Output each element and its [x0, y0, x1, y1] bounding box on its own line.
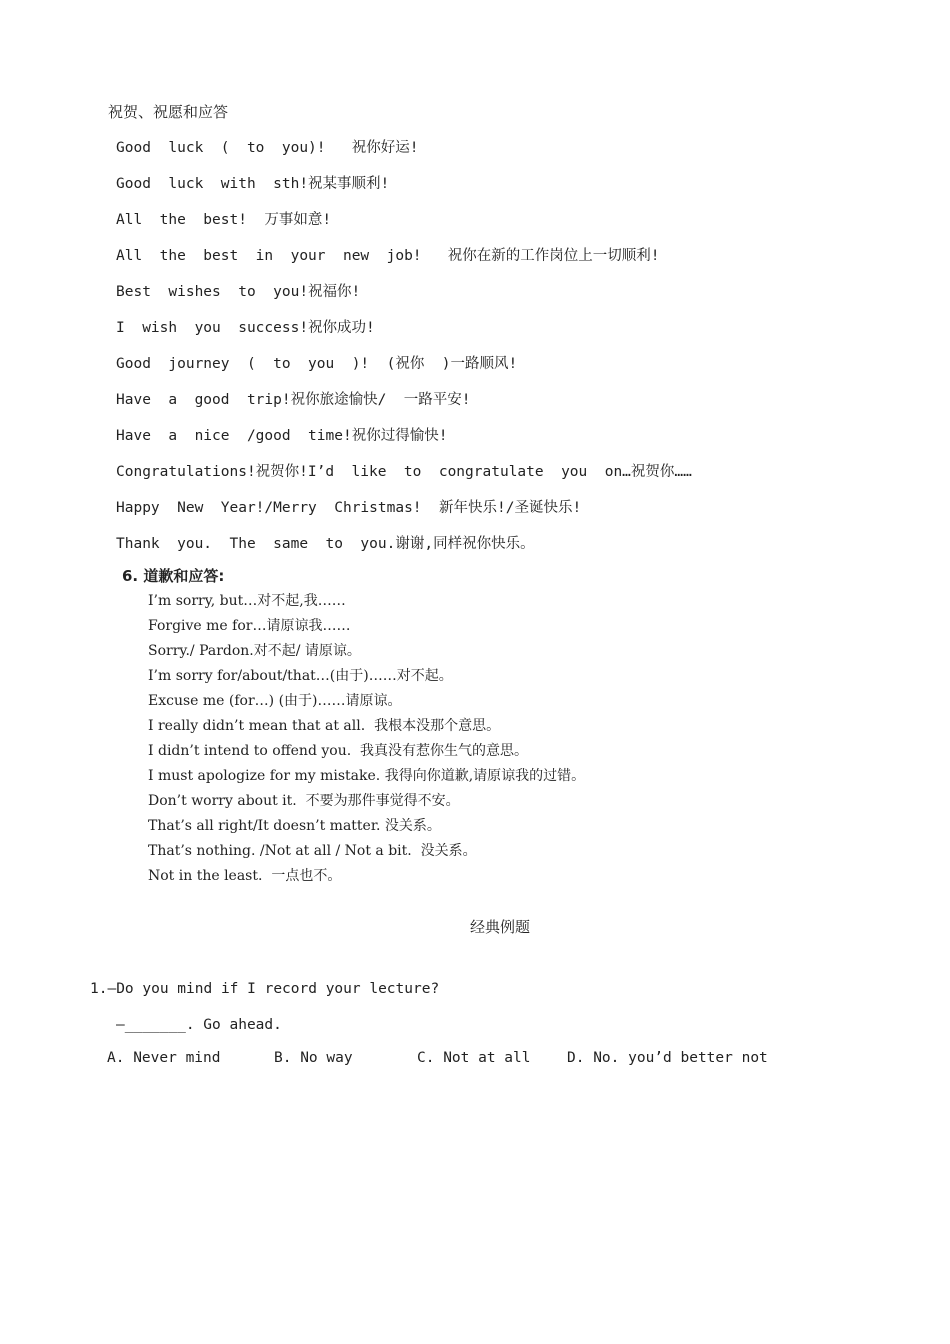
option-a: A. Never mind	[107, 1050, 221, 1066]
wish-line: Best wishes to you!祝福你!	[116, 284, 361, 300]
section-title-apology: 6. 道歉和应答:	[122, 567, 225, 585]
option-c: C. Not at all	[417, 1050, 531, 1066]
answer-options	[107, 1050, 768, 1146]
wish-line: All the best in your new job! 祝你在新的工作岗位上一切顺利!	[116, 248, 660, 264]
wish-line: Thank you. The same to you.谢谢,同样祝你快乐。	[116, 536, 535, 552]
apology-line: That’s nothing. /Not at all / Not a bit. 没关系。	[148, 843, 477, 859]
wish-line: Have a nice /good time!祝你过得愉快!	[116, 428, 448, 444]
apology-line: Sorry./ Pardon.对不起/ 请原谅。	[148, 643, 361, 659]
answer-blank-line: —_______. Go ahead.	[116, 1017, 282, 1033]
apology-line: I really didn’t mean that at all. 我根本没那个意思。	[148, 718, 501, 734]
apology-line: I’m sorry, but…对不起,我……	[148, 593, 346, 609]
apology-line: Forgive me for…请原谅我……	[148, 618, 351, 634]
option-d: D. No. you’d better not	[567, 1050, 768, 1066]
wish-line: Good luck with sth!祝某事顺利!	[116, 176, 390, 192]
option-b: B. No way	[274, 1050, 353, 1066]
question-text: 1.—Do you mind if I record your lecture?	[90, 981, 440, 997]
wish-line: Good journey ( to you )! (祝你 )一路顺风!	[116, 356, 518, 372]
wish-line: Congratulations!祝贺你!I’d like to congratulate you on…祝贺你……	[116, 464, 692, 480]
wish-line: Good luck ( to you)! 祝你好运!	[116, 140, 419, 156]
apology-line: That’s all right/It doesn’t matter. 没关系。	[148, 818, 441, 834]
apology-line: I’m sorry for/about/that…(由于)……对不起。	[148, 668, 453, 684]
apology-line: I didn’t intend to offend you. 我真没有惹你生气的意思。	[148, 743, 529, 759]
wish-line: Have a good trip!祝你旅途愉快/ 一路平安!	[116, 392, 471, 408]
wish-line: Happy New Year!/Merry Christmas! 新年快乐!/圣诞快乐!	[116, 500, 582, 516]
apology-line: I must apologize for my mistake. 我得向你道歉,请原谅我的过错。	[148, 768, 586, 784]
apology-line: Not in the least. 一点也不。	[148, 868, 342, 884]
apology-line: Don’t worry about it. 不要为那件事觉得不安。	[148, 793, 460, 809]
examples-title: 经典例题	[469, 918, 530, 936]
apology-line: Excuse me (for…) (由于)……请原谅。	[148, 693, 402, 709]
wish-line: I wish you success!祝你成功!	[116, 320, 375, 336]
section-title-wishes: 祝贺、祝愿和应答	[108, 103, 229, 121]
wish-line: All the best! 万事如意!	[116, 212, 332, 228]
